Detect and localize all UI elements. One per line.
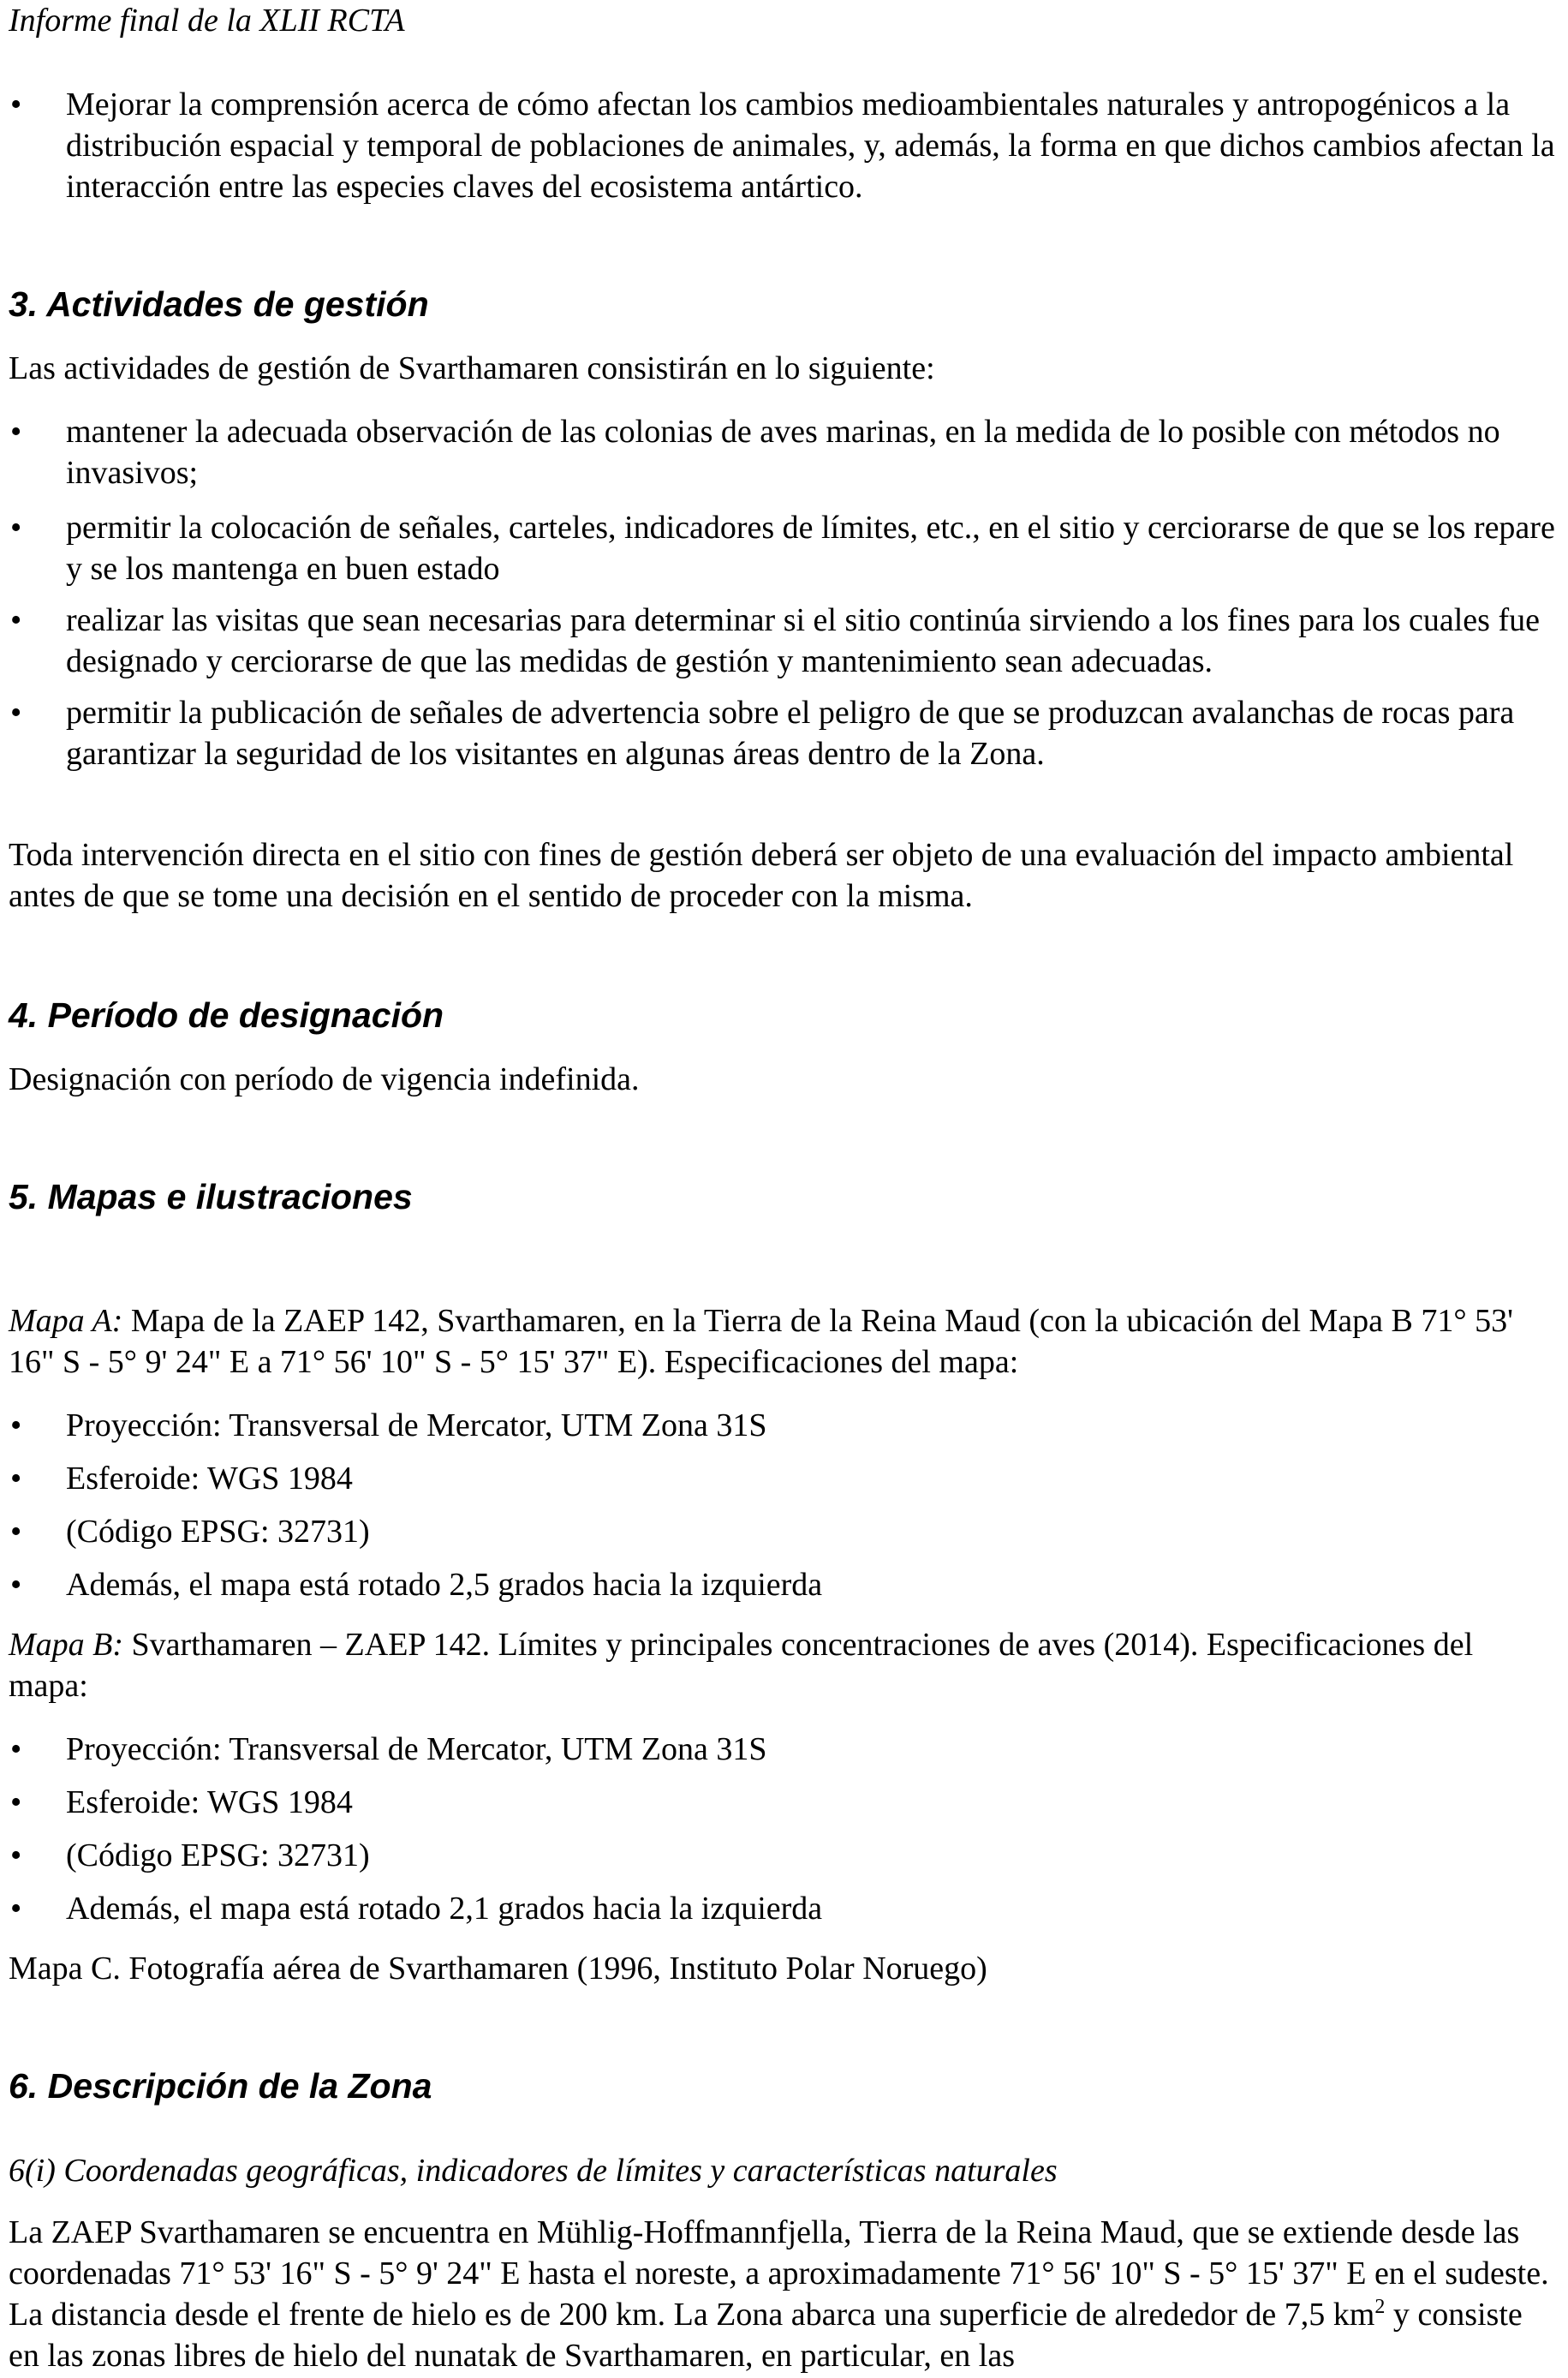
bullet-dot: • xyxy=(10,1891,22,1927)
bullet-text: (Código EPSG: 32731) xyxy=(66,1837,370,1873)
map-b-description xyxy=(9,1624,1554,1706)
map-c-description: Mapa C. Fotografía aérea de Svarthamaren (1996, Instituto Polar Noruego) xyxy=(9,1951,987,1987)
bullet-text: (Código EPSG: 32731) xyxy=(66,1514,370,1550)
bullet-text: Esferoide: WGS 1984 xyxy=(66,1461,353,1497)
bullet-text: Además, el mapa está rotado 2,5 grados hacia la izquierda xyxy=(66,1567,823,1603)
bullet-text: permitir la publicación de señales de advertencia sobre el peligro de que se produzcan avalanchas de rocas para garantizar la seguridad de los visitantes en algunas áreas dentro de la Zona. xyxy=(66,695,1515,772)
section-6-paragraph xyxy=(9,2212,1554,2376)
bullet-dot: • xyxy=(10,510,22,546)
bullet-text: Mejorar la comprensión acerca de cómo afectan los cambios medioambientales naturales y antropogénicos a la distribución espacial y temporal de poblaciones de animales, y, además, la forma en que dichos cambios afectan la interacción entre las especies claves del ecosistema antártico. xyxy=(66,87,1555,205)
paragraph-text: La ZAEP Svarthamaren se encuentra en Mühlig-Hoffmannfjella, Tierra de la Reina Maud, que se extiende desde las coordenadas 71° 53' 16" S - 5° 9' 24" E hasta el noreste, a aproximadamente 71° 56' 10" S - 5° 15' 37" E en el sudeste. La distancia desde el frente de hielo es de 200 km. La Zona abarca una superficie de alrededor de 7,5 km xyxy=(9,2214,1549,2333)
bullet-text: Proyección: Transversal de Mercator, UTM Zona 31S xyxy=(66,1731,767,1767)
map-b-text: Svarthamaren – ZAEP 142. Límites y principales concentraciones de aves (2014). Especificaciones del mapa: xyxy=(9,1627,1474,1704)
bullet-dot: • xyxy=(10,87,22,122)
bullet-text: Proyección: Transversal de Mercator, UTM Zona 31S xyxy=(66,1407,767,1443)
bullet-dot: • xyxy=(10,1461,22,1497)
bullet-dot: • xyxy=(10,1514,22,1550)
map-a-description xyxy=(9,1300,1554,1383)
section-4-heading: 4. Período de designación xyxy=(9,995,444,1035)
running-header: Informe final de la XLII RCTA xyxy=(9,3,405,39)
map-a-text: Mapa de la ZAEP 142, Svarthamaren, en la Tierra de la Reina Maud (con la ubicación del Mapa B 71° 53' 16" S - 5° 9' 24" E a 71° 56' 10" S - 5° 15' 37" E). Especificaciones del mapa: xyxy=(9,1303,1513,1380)
bullet-text: permitir la colocación de señales, carteles, indicadores de límites, etc., en el sitio y cerciorarse de que se los repare y se los mantenga en buen estado xyxy=(66,510,1555,587)
section-4-text: Designación con período de vigencia indefinida. xyxy=(9,1061,640,1097)
bullet-dot: • xyxy=(10,1784,22,1820)
paragraph-text-continued: y consiste en las zonas libres de hielo del nunatak de Svarthamaren, en particular, en las xyxy=(9,2297,1523,2374)
section-3-heading: 3. Actividades de gestión xyxy=(9,284,429,324)
section-5-heading: 5. Mapas e ilustraciones xyxy=(9,1177,413,1216)
bullet-dot: • xyxy=(10,1567,22,1603)
bullet-dot: • xyxy=(10,695,22,731)
section-3-intro: Las actividades de gestión de Svarthamaren consistirán en lo siguiente: xyxy=(9,350,935,386)
bullet-dot: • xyxy=(10,602,22,638)
bullet-dot: • xyxy=(10,414,22,450)
section-6-heading: 6. Descripción de la Zona xyxy=(9,2066,432,2106)
map-a-label: Mapa A: xyxy=(9,1303,123,1339)
bullet-text: realizar las visitas que sean necesarias para determinar si el sitio continúa sirviendo a los fines para los cuales fue designado y cerciorarse de que las medidas de gestión y mantenimiento sean adecuadas. xyxy=(66,602,1540,679)
section-3-closing: Toda intervención directa en el sitio con fines de gestión deberá ser objeto de una evaluación del impacto ambiental antes de que se tome una decisión en el sentido de proceder con la misma. xyxy=(9,837,1514,914)
section-6-subheading: 6(i) Coordenadas geográficas, indicadores de límites y características naturales xyxy=(9,2153,1058,2189)
bullet-text: mantener la adecuada observación de las colonias de aves marinas, en la medida de lo posible con métodos no invasivos; xyxy=(66,414,1500,491)
bullet-dot: • xyxy=(10,1407,22,1443)
superscript: 2 xyxy=(1374,2296,1386,2318)
bullet-dot: • xyxy=(10,1731,22,1767)
bullet-text: Esferoide: WGS 1984 xyxy=(66,1784,353,1820)
bullet-text: Además, el mapa está rotado 2,1 grados hacia la izquierda xyxy=(66,1891,823,1927)
bullet-dot: • xyxy=(10,1837,22,1873)
map-b-label: Mapa B: xyxy=(9,1627,124,1663)
